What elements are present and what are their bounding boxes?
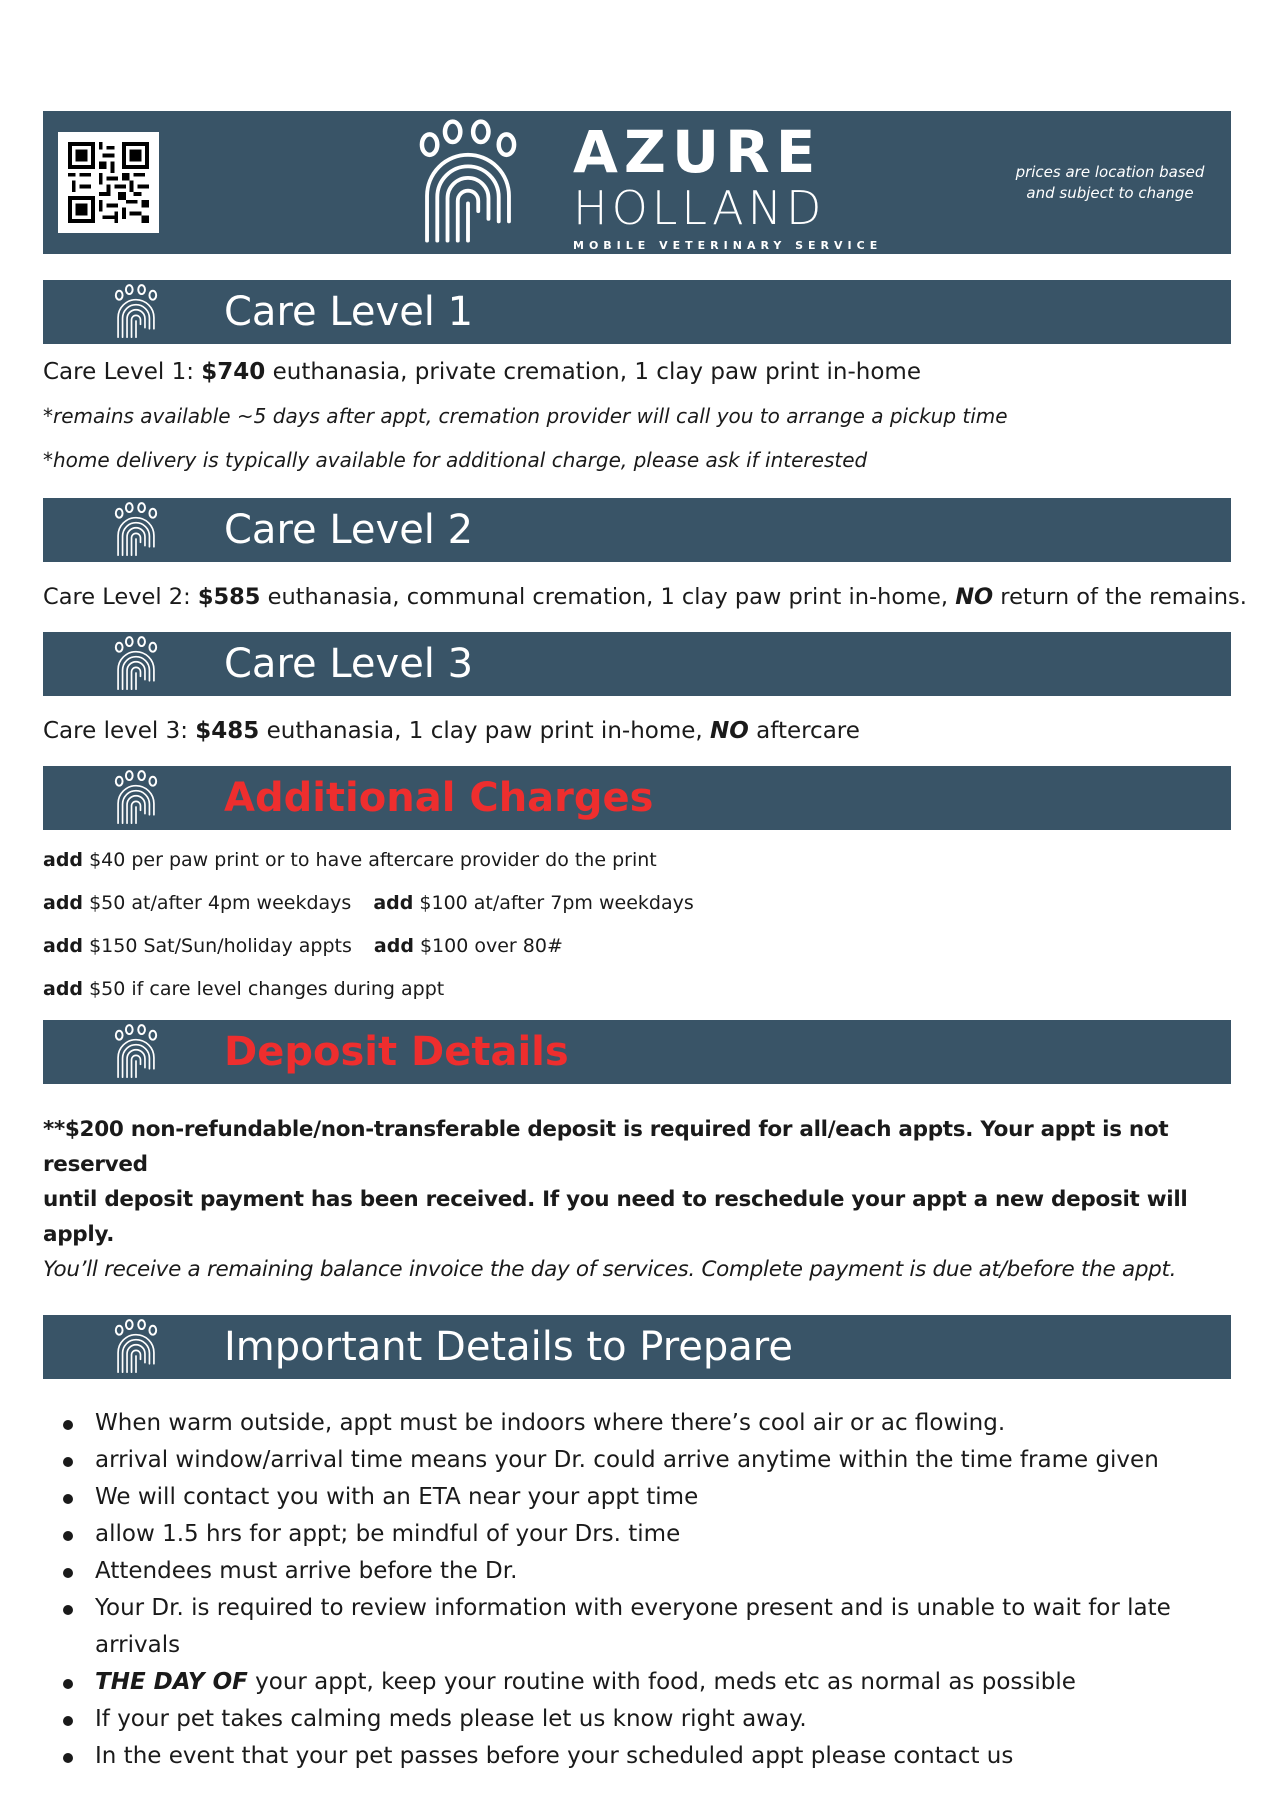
price-note: prices are location based and subject to change [1015, 163, 1205, 202]
header-banner [43, 111, 1231, 254]
list-item: In the event that your pet passes before your scheduled appt please contact us [63, 1738, 1231, 1775]
section-care-level-3 [43, 632, 1231, 696]
section-title: Care Level 3 [224, 641, 474, 687]
charge-item: add $150 Sat/Sun/holiday appts add $100 over 80# [43, 935, 563, 957]
section-important-details [43, 1315, 1231, 1379]
price-sheet [43, 111, 1247, 1775]
deposit-text: **$200 non-refundable/non-transferable deposit is required for all/each appts. Your appt is not reserved until deposit payment has been received. If you need to reschedule your appt a new deposit will apply. You’ll receive a remaining balance invoice the day of services. Complete payment is due at/before the appt. [43, 1117, 1188, 1282]
list-item: When warm outside, appt must be indoors where there’s cool air or ac flowing. [63, 1405, 1231, 1442]
section-care-level-2 [43, 498, 1231, 562]
list-item: Attendees must arrive before the Dr. [63, 1553, 1231, 1590]
prepare-list [43, 1405, 1231, 1775]
care-level-1-line: Care Level 1: $740 euthanasia, private cremation, 1 clay paw print in-home [43, 359, 921, 385]
paw-icon [108, 1319, 164, 1375]
qr-code[interactable] [58, 132, 159, 233]
list-item: THE DAY OF your appt, keep your routine with food, meds etc as normal as possible [63, 1664, 1231, 1701]
section-title: Important Details to Prepare [224, 1324, 793, 1370]
list-item: allow 1.5 hrs for appt; be mindful of your Drs. time [63, 1516, 1231, 1553]
list-item: If your pet takes calming meds please let us know right away. [63, 1701, 1231, 1738]
section-deposit-details [43, 1020, 1231, 1084]
paw-logo-icon [404, 119, 532, 247]
list-item: Your Dr. is required to review information with everyone present and is unable to wait for late arrivals [63, 1590, 1231, 1664]
section-title: Additional Charges [224, 775, 654, 821]
charge-item: add $40 per paw print or to have aftercare provider do the print [43, 849, 657, 871]
section-title: Care Level 1 [224, 289, 474, 335]
paw-icon [108, 284, 164, 340]
charge-item: add $50 if care level changes during appt [43, 978, 445, 1000]
care-level-1-details [43, 350, 1231, 482]
paw-icon [108, 502, 164, 558]
brand-tagline: MOBILE VETERINARY SERVICE [573, 239, 883, 252]
care-level-2-line: Care Level 2: $585 euthanasia, communal cremation, 1 clay paw print in-home, NO return of the remains. [43, 584, 1247, 610]
care-level-1-note: *remains available ~5 days after appt, cremation provider will call you to arrange a pickup time [43, 404, 1008, 428]
section-additional-charges [43, 766, 1231, 830]
care-level-3-line: Care level 3: $485 euthanasia, 1 clay paw print in-home, NO aftercare [43, 718, 860, 744]
section-title: Care Level 2 [224, 507, 474, 553]
paw-icon [108, 770, 164, 826]
additional-charges-list [43, 839, 1231, 1011]
qr-code-icon [68, 142, 149, 223]
charge-item: add $50 at/after 4pm weekdays add $100 at/after 7pm weekdays [43, 892, 694, 914]
section-title: Deposit Details [224, 1029, 569, 1075]
paw-icon [108, 1024, 164, 1080]
paw-icon [108, 636, 164, 692]
care-level-1-note: *home delivery is typically available for additional charge, please ask if interested [43, 448, 868, 472]
brand-logo [573, 119, 882, 252]
brand-name-line2: HOLLAND [573, 181, 826, 235]
brand-name-line1: AZURE [573, 118, 822, 186]
list-item: We will contact you with an ETA near your appt time [63, 1479, 1231, 1516]
list-item: arrival window/arrival time means your Dr. could arrive anytime within the time frame given [63, 1442, 1231, 1479]
section-care-level-1 [43, 280, 1231, 344]
